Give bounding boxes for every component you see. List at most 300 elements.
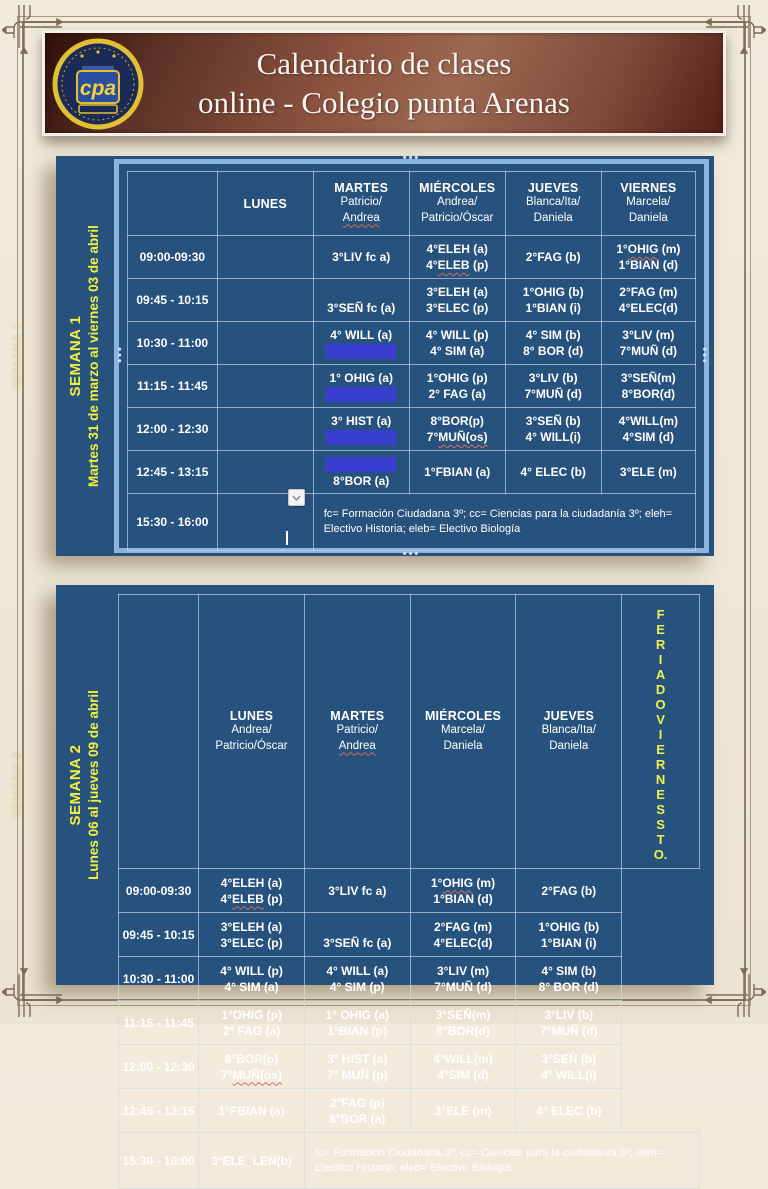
time-cell: 15:30 - 16:00 xyxy=(128,494,218,551)
cell-text-line: Marcela/ xyxy=(626,195,671,208)
schedule-cell-content xyxy=(317,413,406,446)
schedule-cell-content xyxy=(317,284,406,316)
schedule-cell xyxy=(199,913,305,957)
schedule-cell xyxy=(409,408,505,451)
schedule-cell xyxy=(409,279,505,322)
cell-text-line: 1°BIAN (i) xyxy=(541,935,597,950)
schedule-cell xyxy=(410,1001,516,1045)
week2-panel xyxy=(56,585,714,1174)
schedule-cell xyxy=(199,1089,305,1133)
drag-handle-left[interactable]: ••• xyxy=(112,347,125,365)
schedule-cell-content xyxy=(605,413,692,445)
teacher-names xyxy=(509,195,598,227)
schedule-cell xyxy=(199,957,305,1001)
cell-text-line: 4°ELEH (a) xyxy=(426,242,488,256)
schedule-cell-content xyxy=(509,464,598,480)
feriado-letter: N xyxy=(655,772,666,787)
schedule-cell-content xyxy=(413,413,502,445)
table-row xyxy=(119,1045,700,1089)
schedule-cell xyxy=(199,1133,305,1189)
misspelled-word: OHIG xyxy=(442,875,474,890)
schedule-cell-content xyxy=(317,249,406,265)
teacher-names xyxy=(414,723,513,755)
cell-text-line: 3°LIV (b) xyxy=(544,1007,594,1022)
header-row xyxy=(128,172,696,236)
table-row xyxy=(119,1089,700,1133)
dropdown-button[interactable] xyxy=(288,489,305,506)
drag-handle-right[interactable]: ••• xyxy=(698,347,711,365)
feriado-letter: S xyxy=(656,802,665,817)
header-banner xyxy=(42,30,726,136)
day-name: MARTES xyxy=(330,708,385,723)
cell-text-line: 2°FAG (b) xyxy=(541,883,597,898)
cell-text-line: 4°ELEC(d) xyxy=(433,935,493,950)
legend-note-cell: fc= Formación Ciudadana 3º; cc= Ciencias para la ciudadanía 3º; eleh= Electivo Historia; eleb= Electivo Biología xyxy=(304,1133,699,1189)
schedule-cell xyxy=(601,451,695,494)
cell-text-line: Blanca/Ita/ xyxy=(541,723,596,736)
schedule-cell xyxy=(304,1001,410,1045)
corner-cell xyxy=(128,172,218,236)
cell-text-line: Marcela/ xyxy=(440,723,486,736)
cell-text-line: 4° SIM (b) xyxy=(541,963,597,978)
cell-text-line: 7°MUÑ(os) xyxy=(221,1067,282,1082)
schedule-cell xyxy=(505,408,601,451)
cell-text-line: 4°SIM (d) xyxy=(622,430,675,444)
cell-text-line: 4° SIM (a) xyxy=(430,344,485,358)
cell-text-line: 4° WILL (a) xyxy=(326,963,389,978)
cell-text-line: 4° WILL(i) xyxy=(541,1067,597,1082)
day-header xyxy=(601,172,695,236)
day-name: MIÉRCOLES xyxy=(424,708,502,723)
note-row xyxy=(119,1133,700,1189)
schedule-cell-content xyxy=(308,1007,407,1039)
schedule-cell-content xyxy=(519,919,618,951)
schedule-cell-content xyxy=(202,1103,301,1119)
misspelled-word: MUÑ(os) xyxy=(232,1067,282,1082)
schedule-cell xyxy=(409,451,505,494)
feriado-letter: E xyxy=(656,787,665,802)
cell-text-line: 3°LIV (m) xyxy=(622,328,675,342)
cell-text-line: 8°BOR(p) xyxy=(224,1051,279,1066)
cell-text-line: 3°ELEC (p) xyxy=(426,301,489,315)
cell-text-line: 7°MUÑ (d) xyxy=(540,1023,598,1038)
cell-text-line: 4° WILL (p) xyxy=(220,963,283,978)
schedule-cell xyxy=(199,869,305,913)
feriado-letter: E xyxy=(656,622,665,637)
schedule-cell xyxy=(217,322,313,365)
cell-text-line: 1°OHIG (b) xyxy=(538,919,600,934)
week1-selection-frame[interactable] xyxy=(112,152,711,560)
week1-table xyxy=(127,171,696,551)
schedule-cell-content xyxy=(519,1103,618,1119)
day-header xyxy=(304,595,410,869)
cell-text-line: 1°OHIG (m) xyxy=(430,875,496,890)
table-row xyxy=(119,913,700,957)
cell-text-line: 2°FAG (m) xyxy=(433,919,493,934)
cell-text-line: 4°ELEC(d) xyxy=(618,301,678,315)
schedule-cell-content xyxy=(202,963,301,995)
misspelled-word: Andrea xyxy=(338,739,376,752)
time-cell: 09:45 - 10:15 xyxy=(128,279,218,322)
schedule-cell xyxy=(304,913,410,957)
cell-text-line: 3°LIV fc a) xyxy=(332,250,391,264)
schedule-cell xyxy=(601,408,695,451)
day-name: LUNES xyxy=(229,708,274,723)
schedule-cell xyxy=(410,869,516,913)
cell-text-line: 8° BOR (d) xyxy=(523,344,584,358)
day-header xyxy=(409,172,505,236)
schedule-cell-content xyxy=(414,1103,513,1119)
schedule-cell-content xyxy=(605,241,692,273)
cell-text-line: 8°BOR (a) xyxy=(333,473,390,488)
schedule-cell-content xyxy=(414,1007,513,1039)
cell-text-line xyxy=(360,284,363,300)
week2-grid-area xyxy=(114,585,714,1174)
highlight-bar xyxy=(326,387,396,402)
schedule-cell xyxy=(410,1045,516,1089)
schedule-cell-content xyxy=(202,919,301,951)
cell-text-line: 3°SEÑ (b) xyxy=(525,414,581,428)
schedule-cell-content xyxy=(509,284,598,316)
cell-text-line: 1°OHIG (b) xyxy=(522,285,584,299)
day-name: JUEVES xyxy=(527,180,579,195)
schedule-cell xyxy=(304,1089,410,1133)
schedule-cell-content xyxy=(413,464,502,480)
schedule-cell xyxy=(516,1001,622,1045)
feriado-letters xyxy=(625,597,696,866)
schedule-cell xyxy=(313,365,409,408)
table-row xyxy=(128,279,696,322)
feriado-letter: I xyxy=(658,727,663,742)
schedule-cell xyxy=(516,869,622,913)
header-row xyxy=(119,595,700,869)
cell-text-line: 7°MUÑ(os) xyxy=(426,430,488,444)
cell-text-line: 4°SIM (d) xyxy=(437,1067,489,1082)
day-header xyxy=(313,172,409,236)
cell-text-line: 3°SEÑ (b) xyxy=(541,1051,597,1066)
schedule-cell xyxy=(409,322,505,365)
table-row xyxy=(128,365,696,408)
time-cell: 11:15 - 11:45 xyxy=(119,1001,199,1045)
day-header xyxy=(516,595,622,869)
schedule-cell xyxy=(601,236,695,279)
cell-text-line xyxy=(343,211,380,227)
cell-text-line: Daniela xyxy=(549,739,589,752)
schedule-cell-content xyxy=(413,284,502,316)
schedule-cell xyxy=(313,322,409,365)
schedule-cell xyxy=(409,236,505,279)
schedule-cell xyxy=(304,869,410,913)
cell-text-line: 3°SEÑ fc (a) xyxy=(323,935,392,950)
time-cell: 11:15 - 11:45 xyxy=(128,365,218,408)
schedule-cell xyxy=(601,365,695,408)
teacher-names xyxy=(605,195,692,227)
misspelled-word: MUÑ(os) xyxy=(438,430,488,444)
schedule-cell xyxy=(304,1045,410,1089)
cell-text-line: 1°FBIAN (a) xyxy=(218,1103,285,1118)
page-title-line2: online - Colegio punta Arenas xyxy=(198,85,570,120)
time-cell: 10:30 - 11:00 xyxy=(119,957,199,1001)
time-cell: 12:00 - 12:30 xyxy=(119,1045,199,1089)
ghost-label-week2 xyxy=(0,585,47,985)
cell-text-line: 3°ELE (m) xyxy=(434,1103,492,1118)
time-cell: 09:00-09:30 xyxy=(128,236,218,279)
feriado-letter: T xyxy=(656,832,665,847)
schedule-cell-content xyxy=(308,919,407,951)
cell-text-line: 4°ELEH (a) xyxy=(220,875,283,890)
highlight-bar xyxy=(326,344,396,359)
cell-text-line: 4°WILL(m) xyxy=(433,1051,493,1066)
schedule-cell xyxy=(217,408,313,451)
feriado-column xyxy=(622,595,700,869)
cell-text-line: 1°BIAN (p) xyxy=(327,1023,387,1038)
cell-text-line: 1°OHIG (p) xyxy=(221,1007,282,1022)
cell-text-line: Patricio/Óscar xyxy=(421,211,494,224)
schedule-cell-content xyxy=(414,1051,513,1083)
cell-text-line: Andrea/ xyxy=(231,723,272,736)
cell-text-line: 4° WILL (a) xyxy=(330,327,393,342)
schedule-cell xyxy=(199,1045,305,1089)
schedule-cell xyxy=(217,451,313,494)
cell-text-line: Patricio/ xyxy=(336,723,379,736)
schedule-cell xyxy=(505,322,601,365)
schedule-cell-content xyxy=(605,284,692,316)
ghost-text: SEMANA 2 xyxy=(9,751,25,819)
day-name: LUNES xyxy=(243,196,287,211)
cell-text-line: Patricio/ xyxy=(340,195,382,208)
table-row xyxy=(119,957,700,1001)
table-row xyxy=(128,408,696,451)
table-row xyxy=(119,1001,700,1045)
cell-text-line: Daniela xyxy=(443,739,483,752)
week1-subtitle: Martes 31 de marzo al viernes 03 de abril xyxy=(85,225,101,487)
cell-text-line: 8°BOR (a) xyxy=(329,1111,386,1126)
cell-text-line: 1°BIAN (d) xyxy=(618,258,679,272)
cell-text-line: 3° HIST (a) xyxy=(331,413,392,428)
schedule-cell-content xyxy=(202,1153,301,1169)
feriado-letter: F xyxy=(656,607,665,622)
teacher-names xyxy=(519,723,618,755)
schedule-cell-content xyxy=(605,370,692,402)
legend-note-cell: fc= Formación Ciudadana 3º; cc= Ciencias para la ciudadanía 3º; eleh= Electivo Historia; eleb= Electivo Biología xyxy=(313,494,695,551)
day-name: JUEVES xyxy=(543,708,594,723)
cell-text-line: 4° ELEC (b) xyxy=(536,1103,602,1118)
cell-text-line: 2° FAG (a) xyxy=(222,1023,281,1038)
cell-text-line: 8°BOR(d) xyxy=(621,387,676,401)
time-cell: 12:00 - 12:30 xyxy=(128,408,218,451)
cell-text-line: 3°ELEC (p) xyxy=(220,935,283,950)
teacher-names xyxy=(317,195,406,227)
cell-text-line: Andrea/ xyxy=(437,195,478,208)
time-cell: 12:45 - 13:15 xyxy=(119,1089,199,1133)
feriado-letter: E xyxy=(656,742,665,757)
schedule-cell-content xyxy=(317,370,406,403)
schedule-cell xyxy=(505,451,601,494)
feriado-letter: R xyxy=(655,637,666,652)
cell-text-line: Patricio/Óscar xyxy=(215,739,288,752)
cell-text-line: 4° WILL(i) xyxy=(525,430,581,444)
schedule-cell-content xyxy=(414,919,513,951)
schedule-cell-content xyxy=(413,241,502,273)
cell-text-line: 7° MUÑ (p) xyxy=(326,1067,388,1082)
schedule-cell xyxy=(304,957,410,1001)
day-header xyxy=(410,595,516,869)
cell-text-line: 3°LIV (b) xyxy=(528,371,578,385)
schedule-cell-content xyxy=(308,1051,407,1083)
cell-text-line: 1°OHIG (m) xyxy=(616,242,681,256)
cell-text-line: 7°MUÑ (d) xyxy=(434,979,492,994)
day-name: MIÉRCOLES xyxy=(419,180,496,195)
schedule-cell-content xyxy=(519,883,618,899)
feriado-letter: A xyxy=(655,667,666,682)
cell-text-line: 4°WILL(m) xyxy=(618,414,679,428)
time-cell: 15:30 - 16:00 xyxy=(119,1133,199,1189)
schedule-cell-content xyxy=(414,963,513,995)
cell-text-line: 8°BOR(p) xyxy=(430,414,484,428)
cell-text-line: 1°OHIG (p) xyxy=(426,371,488,385)
schedule-cell-content xyxy=(605,464,692,480)
schedule-cell-content xyxy=(202,1007,301,1039)
schedule-cell-content xyxy=(202,875,301,907)
cell-text-line: 4° WILL (p) xyxy=(425,328,489,342)
cell-text-line: 1°BIAN (d) xyxy=(433,891,493,906)
schedule-cell-content xyxy=(519,963,618,995)
drag-handle-bottom[interactable]: ••• xyxy=(402,548,421,560)
schedule-cell xyxy=(217,365,313,408)
day-header xyxy=(505,172,601,236)
cell-text-line: Daniela xyxy=(628,211,668,224)
cell-text-line: 4° SIM (a) xyxy=(224,979,279,994)
week2-side-label xyxy=(56,585,114,985)
cell-text-line: 4° ELEC (b) xyxy=(520,465,586,479)
cell-text-line: 1° OHIG (a) xyxy=(325,1007,390,1022)
cell-text-line: 2°FAG (p) xyxy=(329,1095,385,1110)
cell-text-line: 4° SIM (b) xyxy=(525,328,581,342)
ghost-label-week1 xyxy=(0,156,47,556)
week1-panel xyxy=(56,152,714,560)
schedule-cell xyxy=(217,236,313,279)
schedule-cell-content xyxy=(317,327,406,360)
cell-text-line: 1°FBIAN (a) xyxy=(424,465,491,479)
misspelled-word: ELEB xyxy=(231,891,264,906)
cell-text-line: 1°BIAN (i) xyxy=(525,301,581,315)
feriado-letter: S xyxy=(656,817,665,832)
misspelled-word: ELEB xyxy=(437,258,470,272)
note-row xyxy=(128,494,696,551)
cell-text-line: 8° BOR (d) xyxy=(538,979,599,994)
schedule-cell xyxy=(217,279,313,322)
cell-text-line: 4°ELEB (p) xyxy=(426,258,489,272)
time-cell: 10:30 - 11:00 xyxy=(128,322,218,365)
cell-text-line: 7°MUÑ (d) xyxy=(619,344,678,358)
misspelled-word: Andrea xyxy=(342,211,380,224)
cell-text-line: 8°BOR(d) xyxy=(436,1023,490,1038)
svg-text:cpa: cpa xyxy=(79,77,117,100)
school-logo-icon xyxy=(52,38,144,130)
schedule-cell xyxy=(516,1089,622,1133)
drag-handle-top[interactable]: ••• xyxy=(402,152,421,164)
week1-side-label xyxy=(56,156,114,556)
schedule-cell xyxy=(410,913,516,957)
cell-text-line xyxy=(356,919,359,935)
week1-title: SEMANA 1 xyxy=(67,315,85,397)
cell-text-line: 2° FAG (a) xyxy=(428,387,486,401)
day-header xyxy=(217,172,313,236)
cell-text-line: 3°SEÑ(m) xyxy=(435,1007,491,1022)
cell-text-line: 7°MUÑ (d) xyxy=(524,387,582,401)
time-cell: 09:00-09:30 xyxy=(119,869,199,913)
schedule-cell xyxy=(601,322,695,365)
ghost-text: SEMANA 1 xyxy=(9,322,25,390)
schedule-cell-content xyxy=(519,1007,618,1039)
day-name: MARTES xyxy=(334,180,389,195)
schedule-cell xyxy=(313,408,409,451)
cell-text-line: 2°FAG (m) xyxy=(619,285,678,299)
cell-text-line: 3°SEÑ fc (a) xyxy=(327,301,396,315)
schedule-cell xyxy=(505,279,601,322)
cell-text-line: 3°ELEH (a) xyxy=(426,285,488,299)
schedule-cell-content xyxy=(202,1051,301,1083)
corner-ornament-icon xyxy=(2,962,64,1020)
schedule-cell xyxy=(409,365,505,408)
week2-table xyxy=(118,594,700,1189)
week2-subtitle: Lunes 06 al jueves 09 de abril xyxy=(85,690,101,880)
schedule-cell-content xyxy=(413,370,502,402)
page-title xyxy=(45,44,723,122)
feriado-letter: V xyxy=(656,712,665,727)
teacher-names xyxy=(202,723,301,755)
teacher-names xyxy=(413,195,502,227)
day-header xyxy=(199,595,305,869)
schedule-cell xyxy=(410,1089,516,1133)
highlight-bar xyxy=(326,430,396,445)
time-cell: 12:45 - 13:15 xyxy=(128,451,218,494)
schedule-cell-content xyxy=(509,327,598,359)
schedule-cell-content xyxy=(605,327,692,359)
schedule-cell xyxy=(505,365,601,408)
text-cursor[interactable] xyxy=(286,531,288,545)
cell-text-line: 3°ELE (m) xyxy=(619,465,677,479)
corner-cell xyxy=(119,595,199,869)
table-row xyxy=(128,451,696,494)
schedule-cell xyxy=(313,451,409,494)
cell-text-line: 1° OHIG (a) xyxy=(329,370,393,385)
week2-title: SEMANA 2 xyxy=(67,744,85,826)
schedule-cell-content xyxy=(509,249,598,265)
schedule-cell-content xyxy=(308,1095,407,1127)
cell-text-line: 3°LIV (m) xyxy=(436,963,490,978)
schedule-cell xyxy=(313,236,409,279)
page-title-line1: Calendario de clases xyxy=(256,46,512,81)
cell-text-line: 4° SIM (p) xyxy=(329,979,385,994)
schedule-cell-content xyxy=(519,1051,618,1083)
feriado-letter: I xyxy=(658,652,663,667)
feriado-letter: R xyxy=(655,757,666,772)
feriado-letter: D xyxy=(655,682,666,697)
schedule-cell-content xyxy=(509,370,598,402)
schedule-cell xyxy=(601,279,695,322)
cell-text-line: 3° HIST (a) xyxy=(327,1051,388,1066)
schedule-cell xyxy=(516,1045,622,1089)
schedule-cell xyxy=(313,279,409,322)
cell-text-line: 2°FAG (b) xyxy=(525,250,581,264)
schedule-cell xyxy=(516,957,622,1001)
cell-text-line: 4°ELEB (p) xyxy=(220,891,283,906)
table-row xyxy=(119,869,700,913)
cell-text-line: Daniela xyxy=(533,211,573,224)
day-name: VIERNES xyxy=(620,180,677,195)
lunes-empty-cell xyxy=(217,494,313,551)
